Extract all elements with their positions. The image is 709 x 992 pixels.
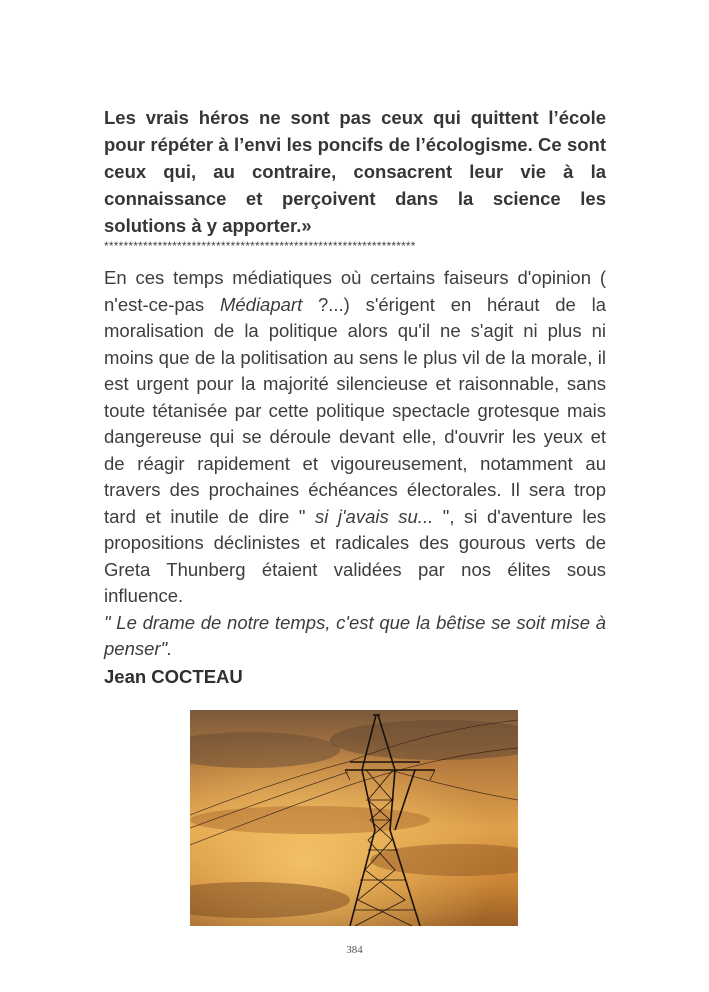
paragraph-part-3: ", si d'aventure les propositions déclinistes et radicales des gourous verts de Greta Thunberg étaient validées par nos élites sous influence.: [104, 505, 606, 606]
pylon-sunset-photo: [190, 710, 518, 926]
separator-line: ****************************************************************: [104, 239, 416, 253]
paragraph-part-1: En ces temps médiatiques où certains faiseurs d'opinion ( n'est-ce-pas: [104, 267, 606, 315]
italic-si-javais-su: si j'avais su...: [314, 505, 434, 527]
main-paragraph: [104, 265, 606, 610]
italic-mediapart: Médiapart: [219, 293, 303, 315]
quote-text: Les vrais héros ne sont pas ceux qui quittent l’école pour répéter à l’envi les poncifs de l’écologisme. Ce sont ceux qui, au contraire, consacrent leur vie à la connaissance et perçoivent dans la science les solutions à y apporter.»: [104, 107, 606, 236]
page-number: 384: [346, 944, 363, 956]
paragraph-part-2: ?...) s'érigent en héraut de la moralisation de la politique alors qu'il ne s'agit ni plus ni moins que de la politisation au sens le plus vil de la morale, il est urgent pour la majorité silencieuse et raisonnable, sans toute tétanisée par cette politique spectacle grotesque mais dangereuse qui se déroule devant elle, d'ouvrir les yeux et de réagir rapidement et vigoureusement, notamment au travers des prochaines échéances électorales. Il sera trop tard et inutile de dire ": [104, 293, 606, 527]
closing-quote: " Le drame de notre temps, c'est que la bêtise se soit mise à penser".: [104, 611, 606, 659]
page-content: [104, 104, 606, 691]
quote-author: Jean COCTEAU: [104, 665, 243, 687]
